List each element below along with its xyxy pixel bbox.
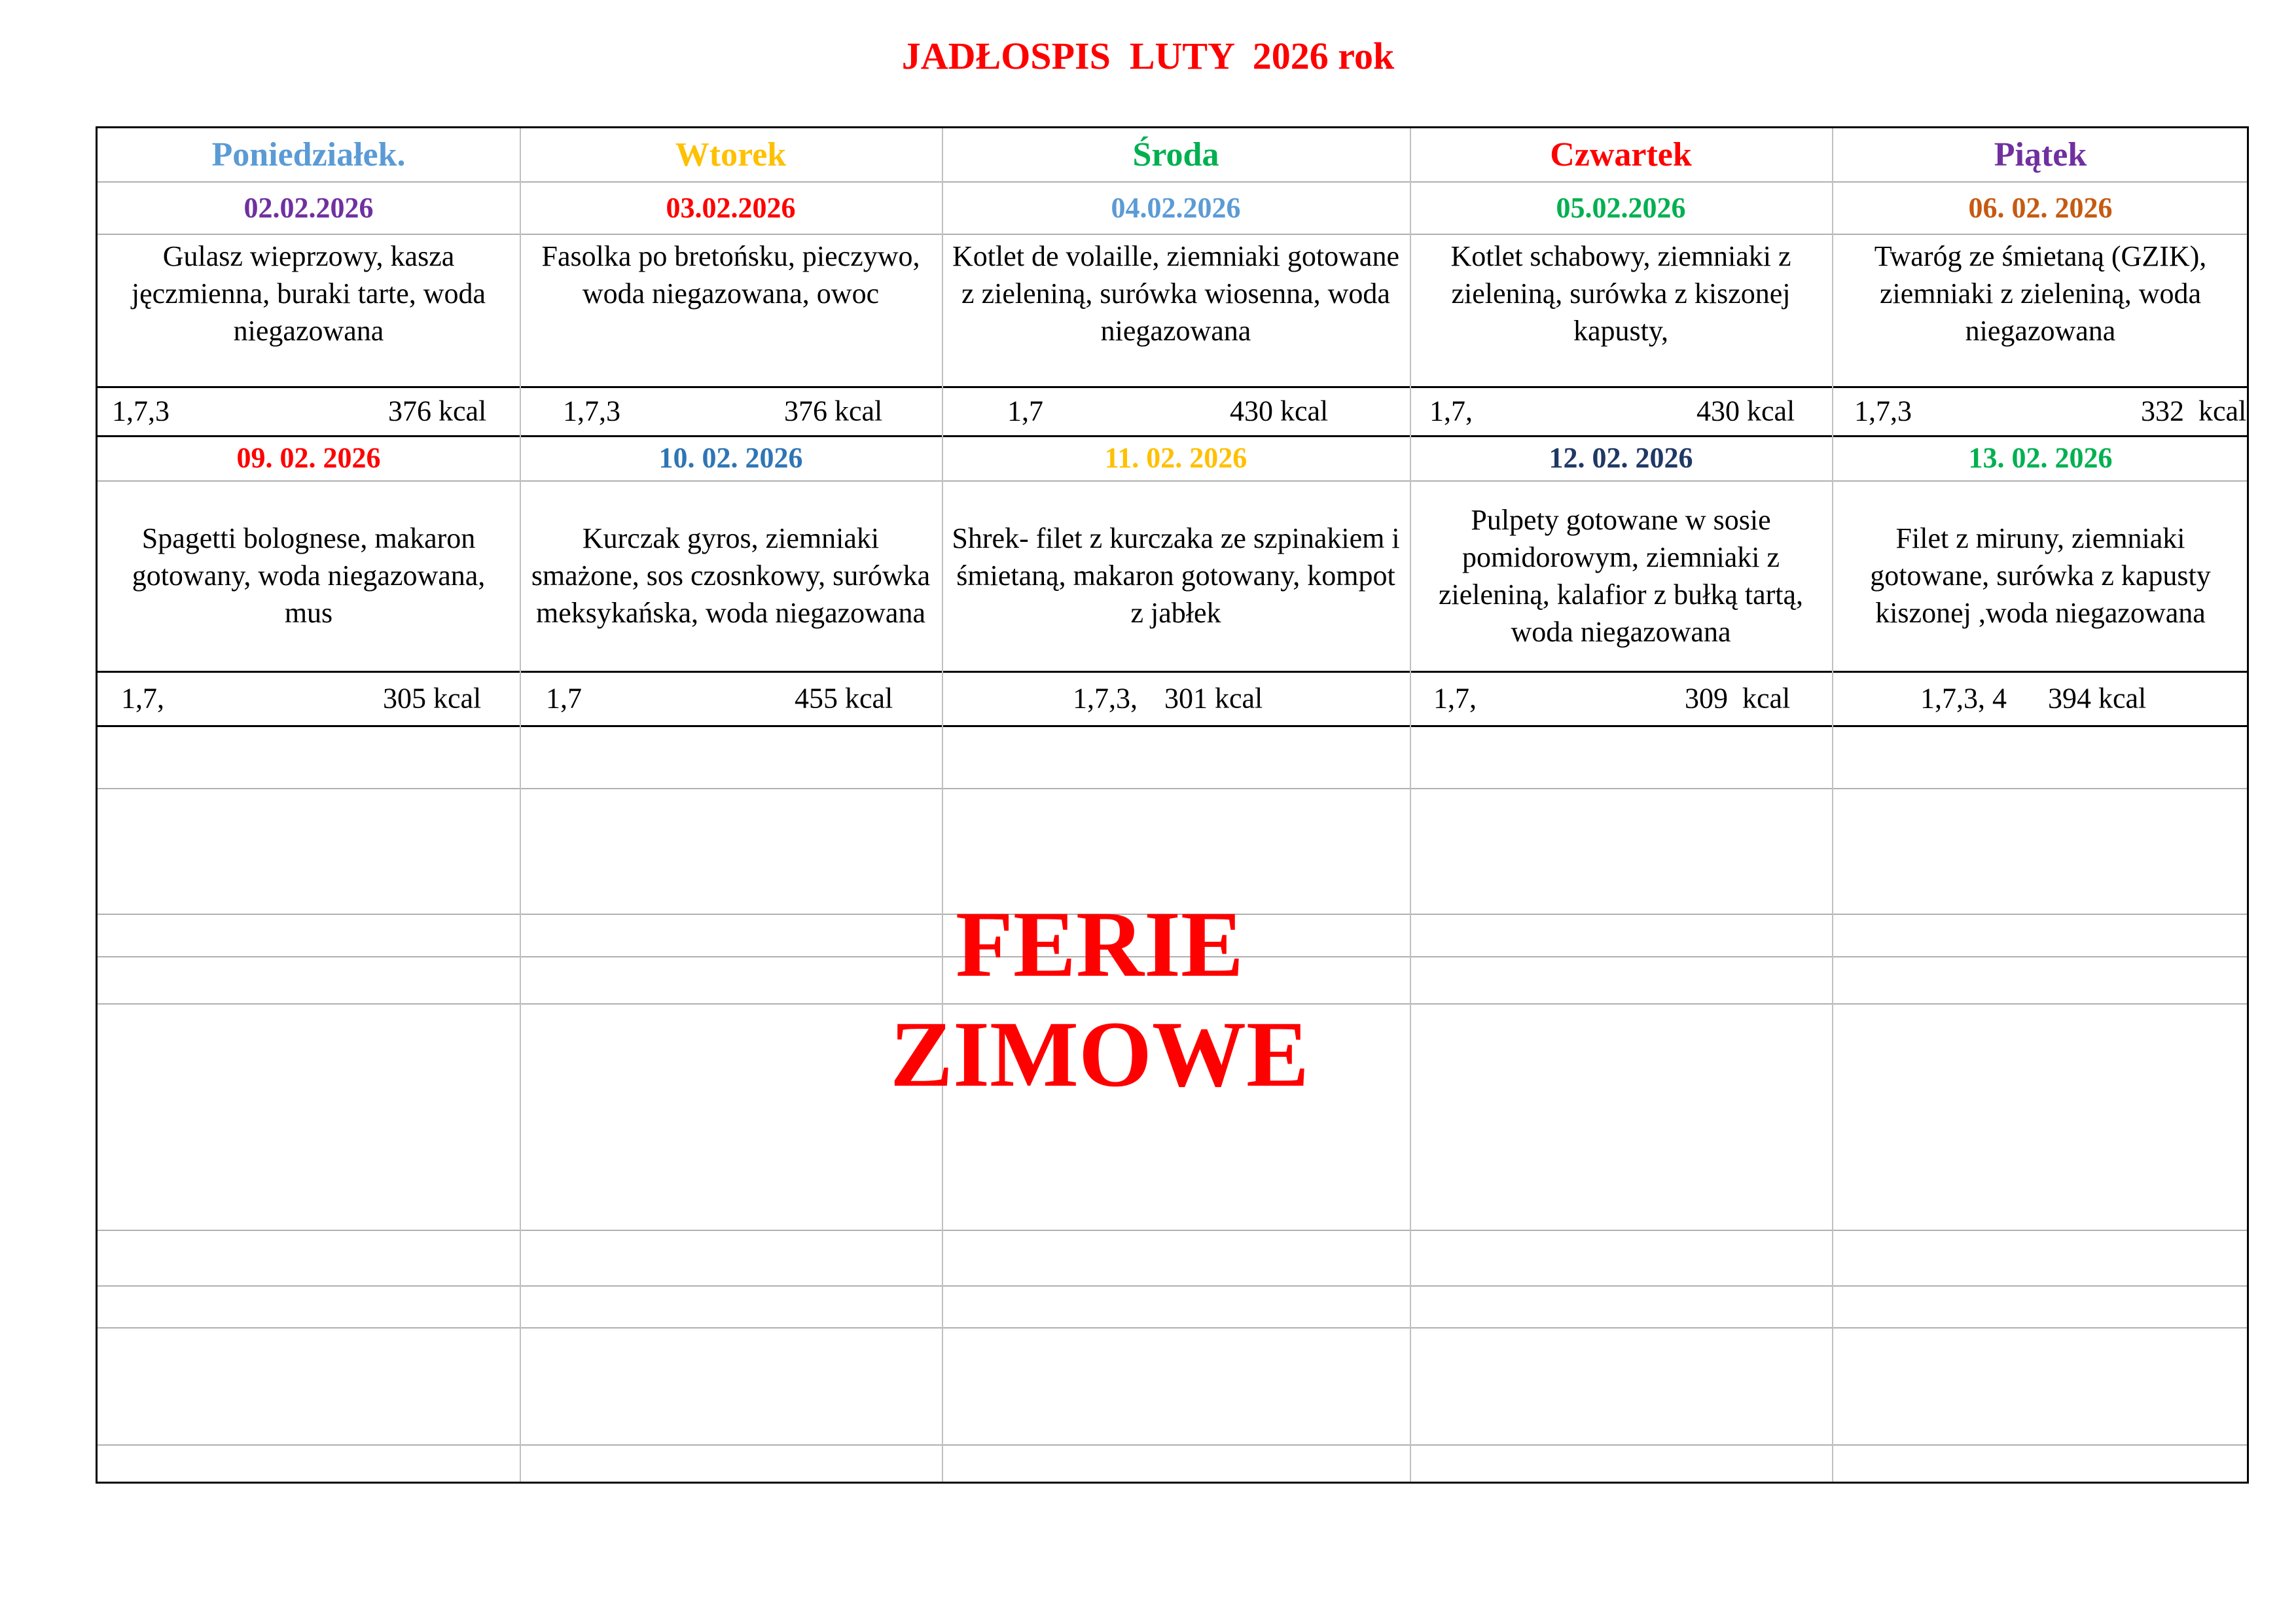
allergens: 1,7, xyxy=(1433,682,1477,714)
dish-cell: Kotlet de volaille, ziemniaki gotowane z zieleniną, surówka wiosenna, woda niegazowana xyxy=(952,240,1399,347)
day-header: Wtorek xyxy=(675,136,787,173)
calories: 455 kcal xyxy=(795,682,893,714)
nutrition-row xyxy=(1410,671,1832,725)
nutrition-row xyxy=(520,386,942,435)
row-divider xyxy=(98,788,2247,789)
nutrition-row xyxy=(1832,671,2249,725)
calories: 430 kcal xyxy=(1230,395,1329,427)
allergens: 1,7, xyxy=(1429,395,1473,427)
dish-cell: Kurczak gyros, ziemniaki smażone, sos czosnkowy, surówka meksykańska, woda niegazowana xyxy=(531,522,931,629)
allergens: 1,7 xyxy=(1007,395,1043,427)
nutrition-row xyxy=(1410,386,1832,435)
row-divider xyxy=(98,725,2247,727)
calories: 309 kcal xyxy=(1685,682,1791,714)
dish-cell: Kotlet schabowy, ziemniaki z zieleniną, surówka z kiszonej kapusty, xyxy=(1450,240,1791,347)
calories: 394 kcal xyxy=(2048,682,2147,714)
calories: 305 kcal xyxy=(383,682,482,714)
calories: 376 kcal xyxy=(784,395,883,427)
calories: 332 kcal xyxy=(2141,395,2247,427)
date-cell: 04.02.2026 xyxy=(1111,191,1241,224)
allergens: 1,7,3 xyxy=(112,395,170,427)
nutrition-row xyxy=(942,386,1410,435)
nutrition-row xyxy=(1832,386,2249,435)
winter-break-notice xyxy=(844,890,1355,1110)
allergens: 1,7,3, xyxy=(1073,682,1138,714)
calories: 430 kcal xyxy=(1696,395,1795,427)
page-title: JADŁOSPIS LUTY 2026 rok xyxy=(901,35,1395,77)
date-cell: 12. 02. 2026 xyxy=(1549,442,1693,474)
nutrition-row xyxy=(98,671,520,725)
allergens: 1,7,3, 4 xyxy=(1920,682,2007,714)
allergens: 1,7, xyxy=(121,682,164,714)
dish-cell: Filet z miruny, ziemniaki gotowane, surówka z kapusty kiszonej ,woda niegazowana xyxy=(1870,522,2211,629)
date-cell: 13. 02. 2026 xyxy=(1968,442,2113,474)
row-divider xyxy=(98,1230,2247,1231)
day-header: Piątek xyxy=(1994,136,2087,173)
menu-table xyxy=(96,126,2249,1484)
dish-cell: Pulpety gotowane w sosie pomidorowym, ziemniaki z zieleniną, kalafior z bułką tartą, woda niegazowana xyxy=(1438,503,1804,648)
date-cell: 06. 02. 2026 xyxy=(1968,191,2113,224)
dish-cell: Shrek- filet z kurczaka ze szpinakiem i śmietaną, makaron gotowany, kompot z jabłek xyxy=(952,522,1400,629)
nutrition-row xyxy=(942,671,1410,725)
allergens: 1,7,3 xyxy=(563,395,620,427)
date-cell: 02.02.2026 xyxy=(243,191,374,224)
day-header: Poniedziałek. xyxy=(211,136,406,173)
winter-break-line-1: FERIE xyxy=(955,893,1244,997)
day-header: Środa xyxy=(1132,136,1219,173)
calories: 301 kcal xyxy=(1164,682,1263,714)
dish-cell: Gulasz wieprzowy, kasza jęczmienna, buraki tarte, woda niegazowana xyxy=(131,240,486,347)
date-cell: 03.02.2026 xyxy=(666,191,796,224)
dish-cell: Twaróg ze śmietaną (GZIK), ziemniaki z zieleniną, woda niegazowana xyxy=(1874,240,2207,347)
row-divider xyxy=(98,1327,2247,1329)
nutrition-row xyxy=(98,386,520,435)
calories: 376 kcal xyxy=(388,395,487,427)
date-cell: 10. 02. 2026 xyxy=(658,442,803,474)
row-divider xyxy=(98,1444,2247,1446)
date-cell: 05.02.2026 xyxy=(1556,191,1686,224)
nutrition-row xyxy=(520,671,942,725)
row-divider xyxy=(98,1285,2247,1287)
allergens: 1,7 xyxy=(546,682,582,714)
date-cell: 09. 02. 2026 xyxy=(236,442,381,474)
dish-cell: Spagetti bolognese, makaron gotowany, woda niegazowana, mus xyxy=(132,522,486,629)
day-header: Czwartek xyxy=(1550,136,1692,173)
dish-cell: Fasolka po bretońsku, pieczywo, woda niegazowana, owoc xyxy=(541,240,920,310)
winter-break-line-2: ZIMOWE xyxy=(889,1003,1310,1107)
allergens: 1,7,3 xyxy=(1854,395,1912,427)
date-cell: 11. 02. 2026 xyxy=(1104,442,1247,474)
